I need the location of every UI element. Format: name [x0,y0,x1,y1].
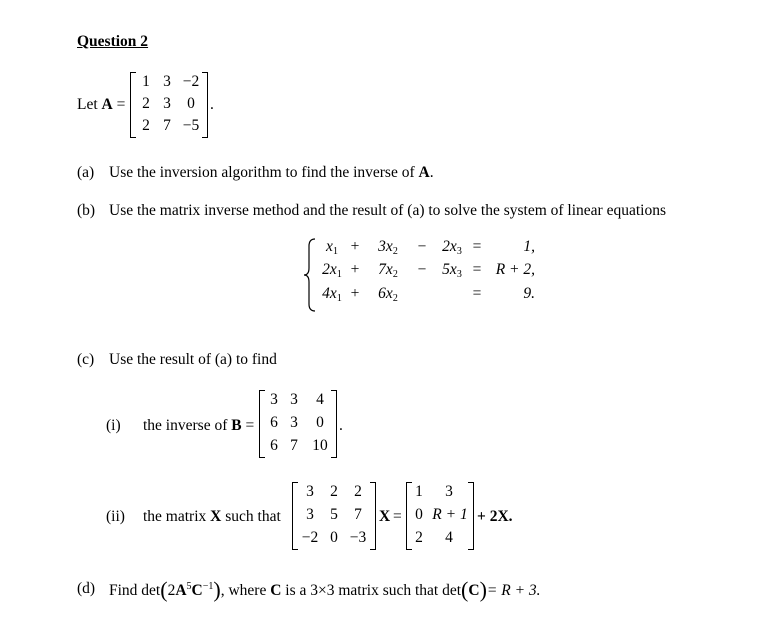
matrix-c-name: C [270,582,282,599]
matrix-m1-cell: 7 [354,506,362,523]
part-a-text-post: . [429,164,434,181]
equation-subscript: 1 [336,269,342,280]
matrix-b-period: . [339,417,343,434]
matrix-m2-cell: R + 1 [432,506,468,523]
equation-term: 2x [442,238,457,255]
matrix-m1-cell: 2 [354,483,362,500]
equation-t2 [368,285,408,304]
equation-term: R + 2, [495,261,535,278]
matrix-a-cell: 3 [163,73,171,90]
expr-a-exponent: 5 [186,581,192,592]
matrix-x-name: X [210,508,222,525]
equation-subscript: 2 [392,269,398,280]
matrix-c-name-2: C [468,582,480,599]
equation-t3 [432,261,472,280]
equation-t3 [432,238,472,257]
matrix-a [130,72,208,138]
matrix-a-cell: −2 [182,73,200,90]
equation-subscript: 3 [456,246,462,257]
equation-op2 [415,238,429,256]
equation-term: 6x [378,285,393,302]
matrix-m2 [406,482,474,550]
equation-term: 2x [322,261,337,278]
equation-term: = [472,238,482,255]
equation-rhs [487,261,535,279]
matrix-m1-cell: 3 [306,506,314,523]
matrix-m2-cell: 1 [415,483,423,500]
equals-sign: = [393,508,402,525]
equation-op1 [348,261,362,279]
part-cii-text-post: such that [225,508,281,525]
matrix-a-cell: 1 [142,73,150,90]
equation-t1 [313,261,351,280]
part-d-label: (d) [77,580,96,597]
equation-op1 [348,238,362,256]
equation-rhs [487,285,535,303]
matrix-b-cell: 0 [316,414,324,431]
question-title: Question 2 [77,33,149,50]
equation-t2 [368,261,408,280]
part-d-text-pre: Find det [109,582,161,599]
part-a-text-pre: Use the inversion algorithm to find the inverse of [109,164,415,181]
equation-op1 [348,285,362,303]
matrix-m1-cell: −3 [349,529,367,546]
equation-term: = [472,261,482,278]
equation-t1 [313,285,351,304]
equation-term: 1, [523,238,535,255]
equation-term: 5x [442,261,457,278]
bracket-right [202,72,208,138]
matrix-a-cell: 0 [187,95,195,112]
equation-t1 [313,238,351,257]
matrix-b-cell: 7 [290,437,298,454]
matrix-m1-cell: 0 [330,529,338,546]
close-paren: ) [213,577,221,602]
equation-subscript: 1 [332,246,338,257]
part-cii-tail: + 2X. [477,508,513,525]
matrix-m2-cell: 4 [445,529,453,546]
equation-term: − [417,238,427,255]
equation-eq [470,285,484,303]
equation-subscript: 1 [336,293,342,304]
equation-term: + [350,285,360,302]
equals-sign: = [245,417,255,434]
let-a-label [77,96,125,114]
bracket-left [130,72,136,138]
part-cii-label: (ii) [106,508,125,525]
equation-term: 4x [322,285,337,302]
part-ci-text-main: the inverse of [143,417,228,434]
equation-term: 3x [378,238,393,255]
part-d-text [109,577,541,603]
equation-term: + [350,238,360,255]
matrix-a-cell: 2 [142,95,150,112]
open-paren: ( [461,577,469,602]
matrix-m1-cell: 5 [330,506,338,523]
part-c-label: (c) [77,351,95,368]
close-paren: ) [479,577,487,602]
equals-sign: = [116,96,126,113]
matrix-b [259,390,337,458]
matrix-b-cell: 4 [316,391,324,408]
matrix-m2-cell: 0 [415,506,423,523]
matrix-m1 [292,482,376,550]
matrix-a-period: . [210,96,214,113]
part-cii-text-pre: the matrix [143,508,207,525]
expr-number: 2 [167,582,176,599]
part-a-label: (a) [77,164,95,181]
part-a-text [109,164,434,182]
expr-matrix-a: A [175,582,187,599]
equation-term: 9. [523,285,535,302]
matrix-a-cell: 3 [163,95,171,112]
matrix-m1-cell: 2 [330,483,338,500]
equation-eq [470,238,484,256]
matrix-m2-cell: 3 [445,483,453,500]
matrix-x-mid: X [379,508,391,525]
equation-term: x [326,238,333,255]
equation-subscript: 2 [392,246,398,257]
equation-eq [470,261,484,279]
matrix-a-name: A [101,96,113,113]
part-a-matrix: A [418,164,430,181]
matrix-b-name: B [231,417,242,434]
matrix-b-cell: 3 [270,391,278,408]
matrix-b-cell: 3 [290,391,298,408]
equation-subscript: 3 [456,269,462,280]
open-paren: ( [160,577,168,602]
part-d-text-mid: , where [220,582,267,599]
equation-term: = [472,285,482,302]
part-ci-text [143,417,254,435]
equation-subscript: 2 [392,293,398,304]
part-d-text-end: = R + 3. [486,582,541,599]
matrix-m1-cell: 3 [306,483,314,500]
expr-c-exponent: −1 [202,581,214,592]
expr-matrix-c: C [191,582,203,599]
part-d-text-mid2: is a 3×3 matrix such that det [285,582,462,599]
matrix-m1-cell: −2 [301,529,319,546]
equation-term: + [350,261,360,278]
matrix-b-cell: 6 [270,414,278,431]
equation-t2 [368,238,408,257]
matrix-b-cell: 10 [312,437,328,454]
part-b-text: Use the matrix inverse method and the result of (a) to solve the system of linear equations [109,202,666,219]
matrix-a-cell: 7 [163,117,171,134]
part-c-text: Use the result of (a) to find [109,351,277,368]
part-cii-text [143,508,281,526]
bracket-right [370,482,376,550]
equation-term: 7x [378,261,393,278]
matrix-b-cell: 3 [290,414,298,431]
matrix-m2-cell: 2 [415,529,423,546]
equation-term: − [417,261,427,278]
matrix-a-cell: −5 [182,117,200,134]
part-ci-label: (i) [106,417,121,434]
matrix-a-cell: 2 [142,117,150,134]
part-b-label: (b) [77,202,96,219]
matrix-b-cell: 6 [270,437,278,454]
let-word: Let [77,96,98,113]
equation-rhs [487,238,535,256]
equation-op2 [415,261,429,279]
